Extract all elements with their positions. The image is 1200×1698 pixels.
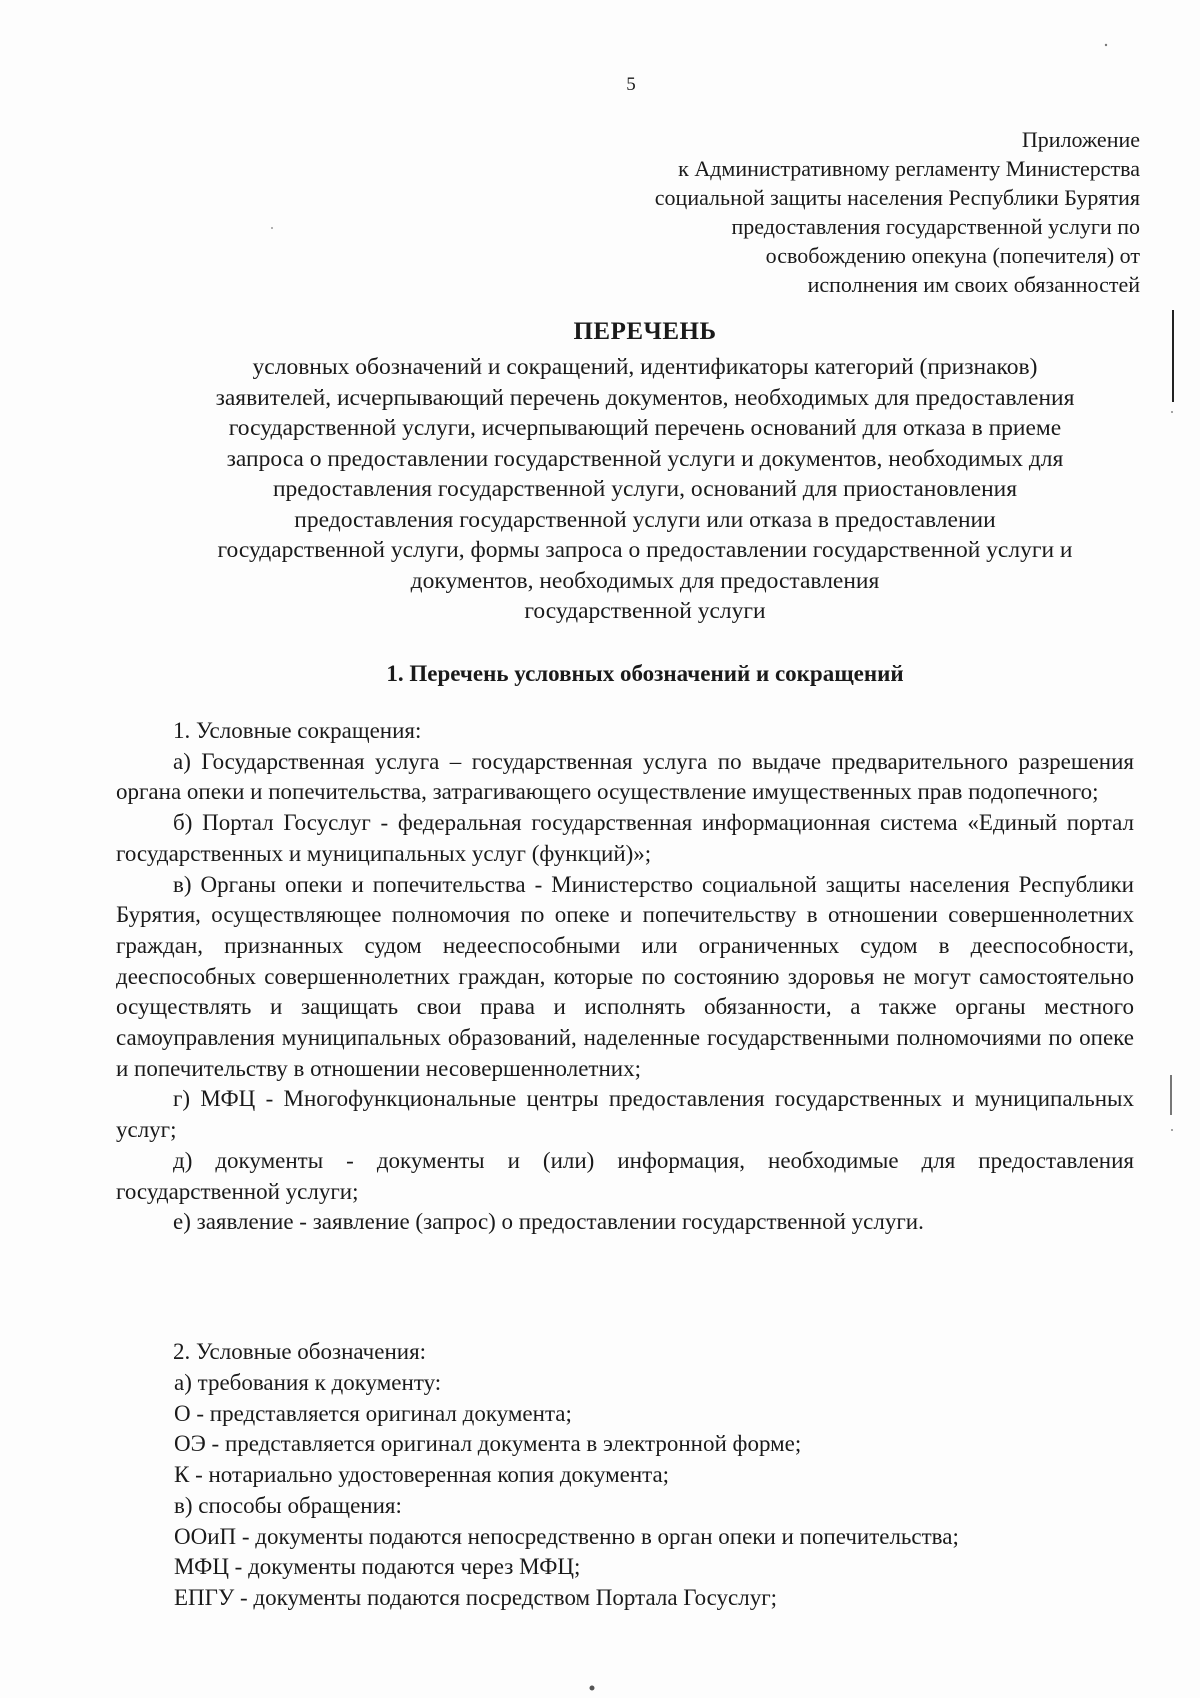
notation-item: в) способы обращения: xyxy=(174,1492,402,1518)
appendix-line: к Административному регламенту Министерства xyxy=(678,156,1140,181)
abbreviation-item: б) Портал Госуслуг - федеральная государственная информационная система «Единый портал государственных и муниципальных услуг (функций)»; xyxy=(116,810,1134,866)
subtitle-line: условных обозначений и сокращений, идентификаторы категорий (признаков) xyxy=(252,354,1038,380)
notation-item: О - представляется оригинал документа; xyxy=(174,1400,572,1426)
notation-item: ЕПГУ - документы подаются посредством Портала Госуслуг; xyxy=(174,1584,778,1610)
appendix-line: Приложение xyxy=(1021,127,1140,152)
subtitle-line: государственной услуги xyxy=(524,598,766,624)
subtitle-line: заявителей, исчерпывающий перечень документов, необходимых для предоставления xyxy=(215,384,1075,411)
abbreviation-item: е) заявление - заявление (запрос) о предоставлении государственной услуги. xyxy=(173,1209,924,1235)
notation-item: а) требования к документу: xyxy=(174,1370,442,1395)
notation-intro: 2. Условные обозначения: xyxy=(173,1339,427,1364)
abbreviation-item: в) Органы опеки и попечительства - Министерство социальной защиты населения Республики Бурятия, осуществляющее полномочия по опеке и попечительству в отношении совершеннолетних граждан, признанных судом недееспособными или ограниченных судом в дееспособности, дееспособных совершеннолетних граждан, которые по состоянию здоровья не могут самостоятельно осуществлять и защищать свои права и исполнять обязанности, а также органы местного самоуправления муниципальных образований, наделенные государственными полномочиями по опеке и попечительству в отношении несовершеннолетних; xyxy=(116,871,1134,1081)
document-title: ПЕРЕЧЕНЬ xyxy=(573,318,717,345)
subtitle-line: государственной услуги, исчерпывающий перечень оснований для отказа в приеме xyxy=(228,415,1062,441)
subtitle-line: государственной услуги, формы запроса о предоставлении государственной услуги и xyxy=(217,537,1073,563)
subtitle-line: запроса о предоставлении государственной услуги и документов, необходимых для xyxy=(226,445,1064,472)
appendix-line: предоставления государственной услуги по xyxy=(731,214,1140,239)
notation-item: ОЭ - представляется оригинал документа в электронной форме; xyxy=(174,1431,802,1457)
abbreviation-item: д) документы - документы и (или) информация, необходимые для предоставления государственной услуги; xyxy=(116,1147,1134,1204)
subtitle-line: документов, необходимых для предоставления xyxy=(410,567,880,594)
notation-item: ООиП - документы подаются непосредственно в орган опеки и попечительства; xyxy=(174,1523,959,1549)
notation-item: МФЦ - документы подаются через МФЦ; xyxy=(174,1554,581,1580)
page-number: 5 xyxy=(626,74,636,95)
notation-item: К - нотариально удостоверенная копия документа; xyxy=(174,1462,670,1488)
appendix-line: исполнения им своих обязанностей xyxy=(807,272,1140,297)
subtitle-line: предоставления государственной услуги, оснований для приостановления xyxy=(272,476,1018,502)
abbreviation-item: а) Государственная услуга – государственная услуга по выдаче предварительного разрешения органа опеки и попечительства, затрагивающего осуществление имущественных прав подопечного; xyxy=(116,748,1134,805)
section-heading: 1. Перечень условных обозначений и сокращений xyxy=(386,661,904,686)
abbreviation-item: г) МФЦ - Многофункциональные центры предоставления государственных и муниципальных услуг; xyxy=(116,1086,1134,1143)
appendix-line: социальной защиты населения Республики Бурятия xyxy=(654,185,1140,210)
abbreviations-intro: 1. Условные сокращения: xyxy=(173,718,422,743)
appendix-line: освобождению опекуна (попечителя) от xyxy=(765,243,1140,268)
subtitle-line: предоставления государственной услуги или отказа в предоставлении xyxy=(294,506,996,533)
